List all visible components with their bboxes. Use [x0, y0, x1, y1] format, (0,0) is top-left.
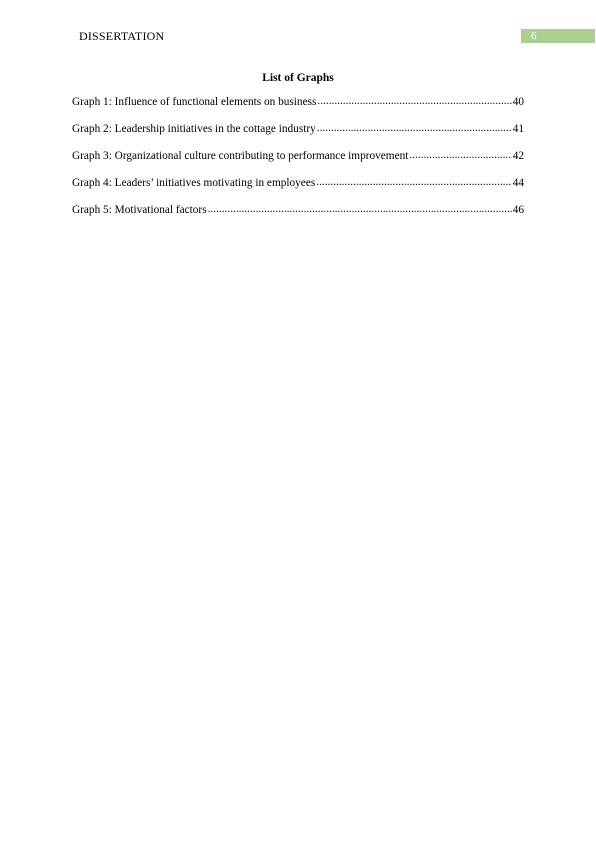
list-of-graphs — [72, 96, 524, 231]
toc-entry-graph-3[interactable] — [72, 150, 524, 177]
toc-entry-page: 41 — [512, 123, 524, 135]
toc-entry-page: 40 — [512, 96, 524, 108]
toc-entry-page: 46 — [512, 204, 524, 216]
page-number-badge — [521, 29, 595, 43]
toc-entry-label: Graph 3: Organizational culture contributing to performance improvement — [72, 150, 409, 162]
toc-entry-label: Graph 1: Influence of functional elements on business — [72, 96, 317, 108]
page-number: 6 — [531, 30, 537, 42]
toc-entry-label: Graph 5: Motivational factors — [72, 204, 207, 216]
toc-entry-graph-1[interactable] — [72, 96, 524, 123]
toc-entry-graph-2[interactable] — [72, 123, 524, 150]
toc-entry-graph-4[interactable] — [72, 177, 524, 204]
dot-leader — [409, 149, 511, 161]
list-heading: List of Graphs — [262, 72, 334, 84]
toc-entry-page: 44 — [512, 177, 524, 189]
toc-entry-graph-5[interactable] — [72, 204, 524, 231]
toc-entry-label: Graph 4: Leaders’ initiatives motivating in employees — [72, 177, 316, 189]
dot-leader — [316, 176, 511, 188]
toc-entry-page: 42 — [512, 150, 524, 162]
toc-entry-label: Graph 2: Leadership initiatives in the cottage industry — [72, 123, 316, 135]
dot-leader — [317, 95, 511, 107]
dot-leader — [208, 203, 512, 215]
dot-leader — [317, 122, 512, 134]
header-title: DISSERTATION — [79, 29, 165, 43]
